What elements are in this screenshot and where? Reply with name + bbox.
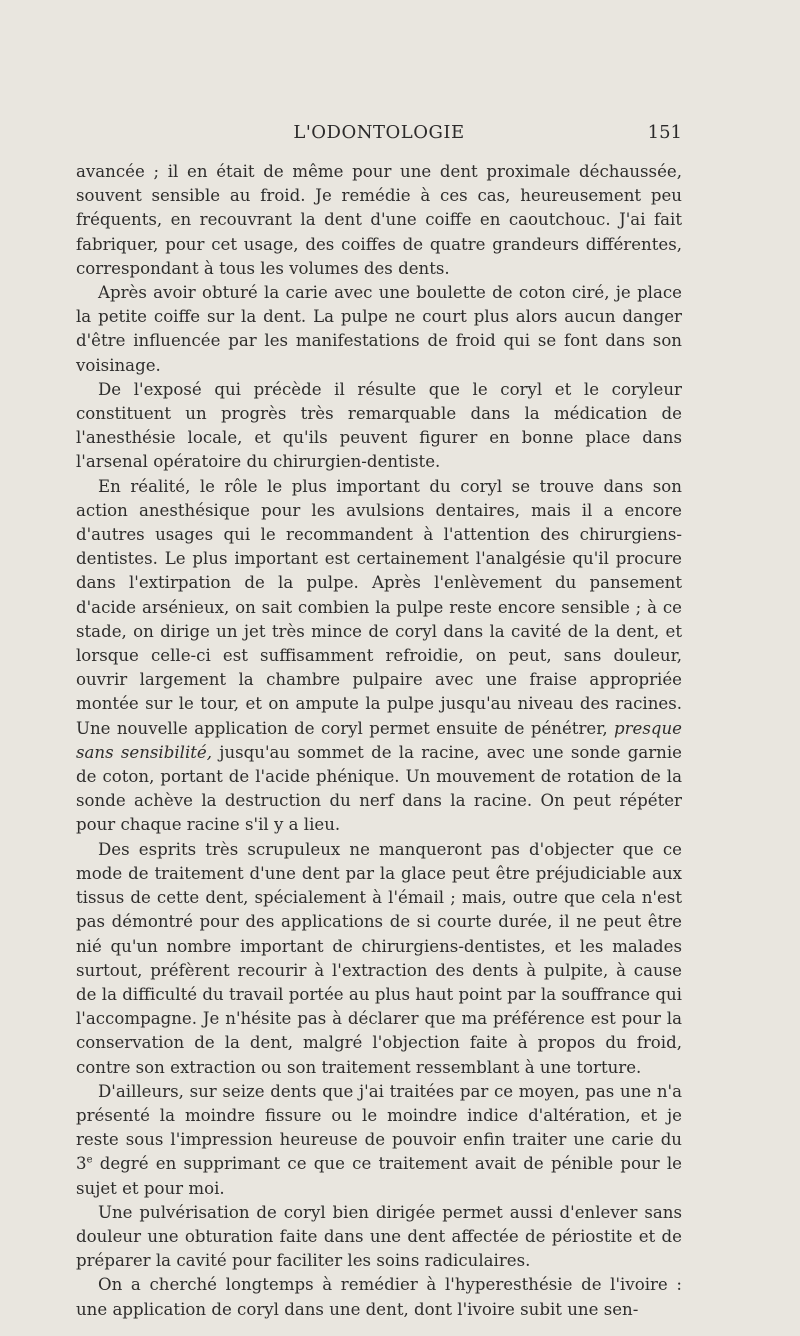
running-title: L'ODONTOLOGIE bbox=[293, 122, 465, 143]
superscript: e bbox=[86, 1154, 93, 1166]
text-run: degré en supprimant ce que ce traitement avait de pénible pour le sujet et pour moi. bbox=[76, 1154, 683, 1198]
paragraph: avancée ; il en était de même pour une dent proximale déchaussée, souvent sensible au froid. Je remédie à ces cas, heureusement peu fréquents, en recouvrant la dent d'une coiffe en caoutchouc. J'ai fait fabriquer, pour cet usage, des coiffes de quatre grandeurs différentes, correspondant à tous les volumes des dents. bbox=[76, 162, 682, 278]
paragraph: On a cherché longtemps à remédier à l'hyperesthésie de l'ivoire : une application de coryl dans une dent, dont l'ivoire subit une sen- bbox=[76, 1275, 682, 1319]
running-head bbox=[76, 122, 682, 148]
paragraph: Après avoir obturé la carie avec une boulette de coton ciré, je place la petite coiffe sur la dent. La pulpe ne court plus alors aucun danger d'être influencée par les manifestations de froid qui se font dans son voisinage. bbox=[76, 283, 682, 375]
text-run: jusqu'au sommet de la racine, avec une sonde garnie de coton, portant de l'acide phénique. Un mouvement de rotation de la sonde achève la destruction du nerf dans la racine. On peut répéter pour chaque racine s'il y a lieu. bbox=[76, 742, 682, 835]
body-text bbox=[76, 160, 682, 1322]
paragraph: Une pulvérisation de coryl bien dirigée permet aussi d'enlever sans douleur une obturation faite dans une dent affectée de périostite et de préparer la cavité pour faciliter les soins radiculaires. bbox=[76, 1202, 682, 1271]
paragraph: De l'exposé qui précède il résulte que le coryl et le coryleur constituent un progrès très remarquable dans la médication de l'anesthésie locale, et qu'ils peuvent figurer en bonne place dans l'arsenal opératoire du chirurgien-dentiste. bbox=[76, 379, 682, 472]
text-run: D'ailleurs, sur seize dents que j'ai traitées par ce moyen, pas une n'a présenté la moindre fissure ou le moindre indice d'altération, et je reste sous l'impression heureuse de pouvoir enfin traiter une carie du 3 bbox=[76, 1081, 682, 1174]
paragraph bbox=[76, 1080, 682, 1201]
text-run: En réalité, le rôle le plus important du coryl se trouve dans son action anesthésique pour les avulsions dentaires, mais il a encore d'autres usages qui le recommandent à l'attention des chirurgiens-dentistes. Le plus important est certainement l'analgésie qu'il procure dans l'extirpation de la pulpe. Après l'enlèvement du pansement d'acide arsénieux, on sait combien la pulpe reste encore sensible ; à ce stade, on dirige un jet très mince de coryl dans la cavité de la dent, et lorsque celle-ci est suffisamment refroidie, on peut, sans douleur, ouvrir largement la chambre pulpaire avec une fraise appropriée montée sur le tour, et on ampute la pulpe jusqu'au niveau des racines. Une nouvelle application de coryl permet ensuite de pénétrer, bbox=[76, 476, 682, 738]
page-number: 151 bbox=[647, 122, 682, 143]
italic-phrase: presque sans sensibilité, bbox=[76, 718, 682, 762]
paragraph bbox=[76, 475, 682, 838]
paragraph: Des esprits très scrupuleux ne manqueront pas d'objecter que ce mode de traitement d'une dent par la glace peut être préjudiciable aux tissus de cette dent, spécialement à l'émail ; mais, outre que cela n'est pas démontré pour des applications de si courte durée, il ne peut être nié qu'un nombre important de chirurgiens-dentistes, et les malades surtout, préfèrent recourir à l'extraction des dents à pulpite, à cause de la difficulté du travail portée au plus haut point par la souffrance qui l'accompagne. Je n'hésite pas à déclarer que ma préférence est pour la conservation de la dent, malgré l'objection faite à propos du froid, contre son extraction ou son traitement ressemblant à une torture. bbox=[76, 839, 682, 1077]
